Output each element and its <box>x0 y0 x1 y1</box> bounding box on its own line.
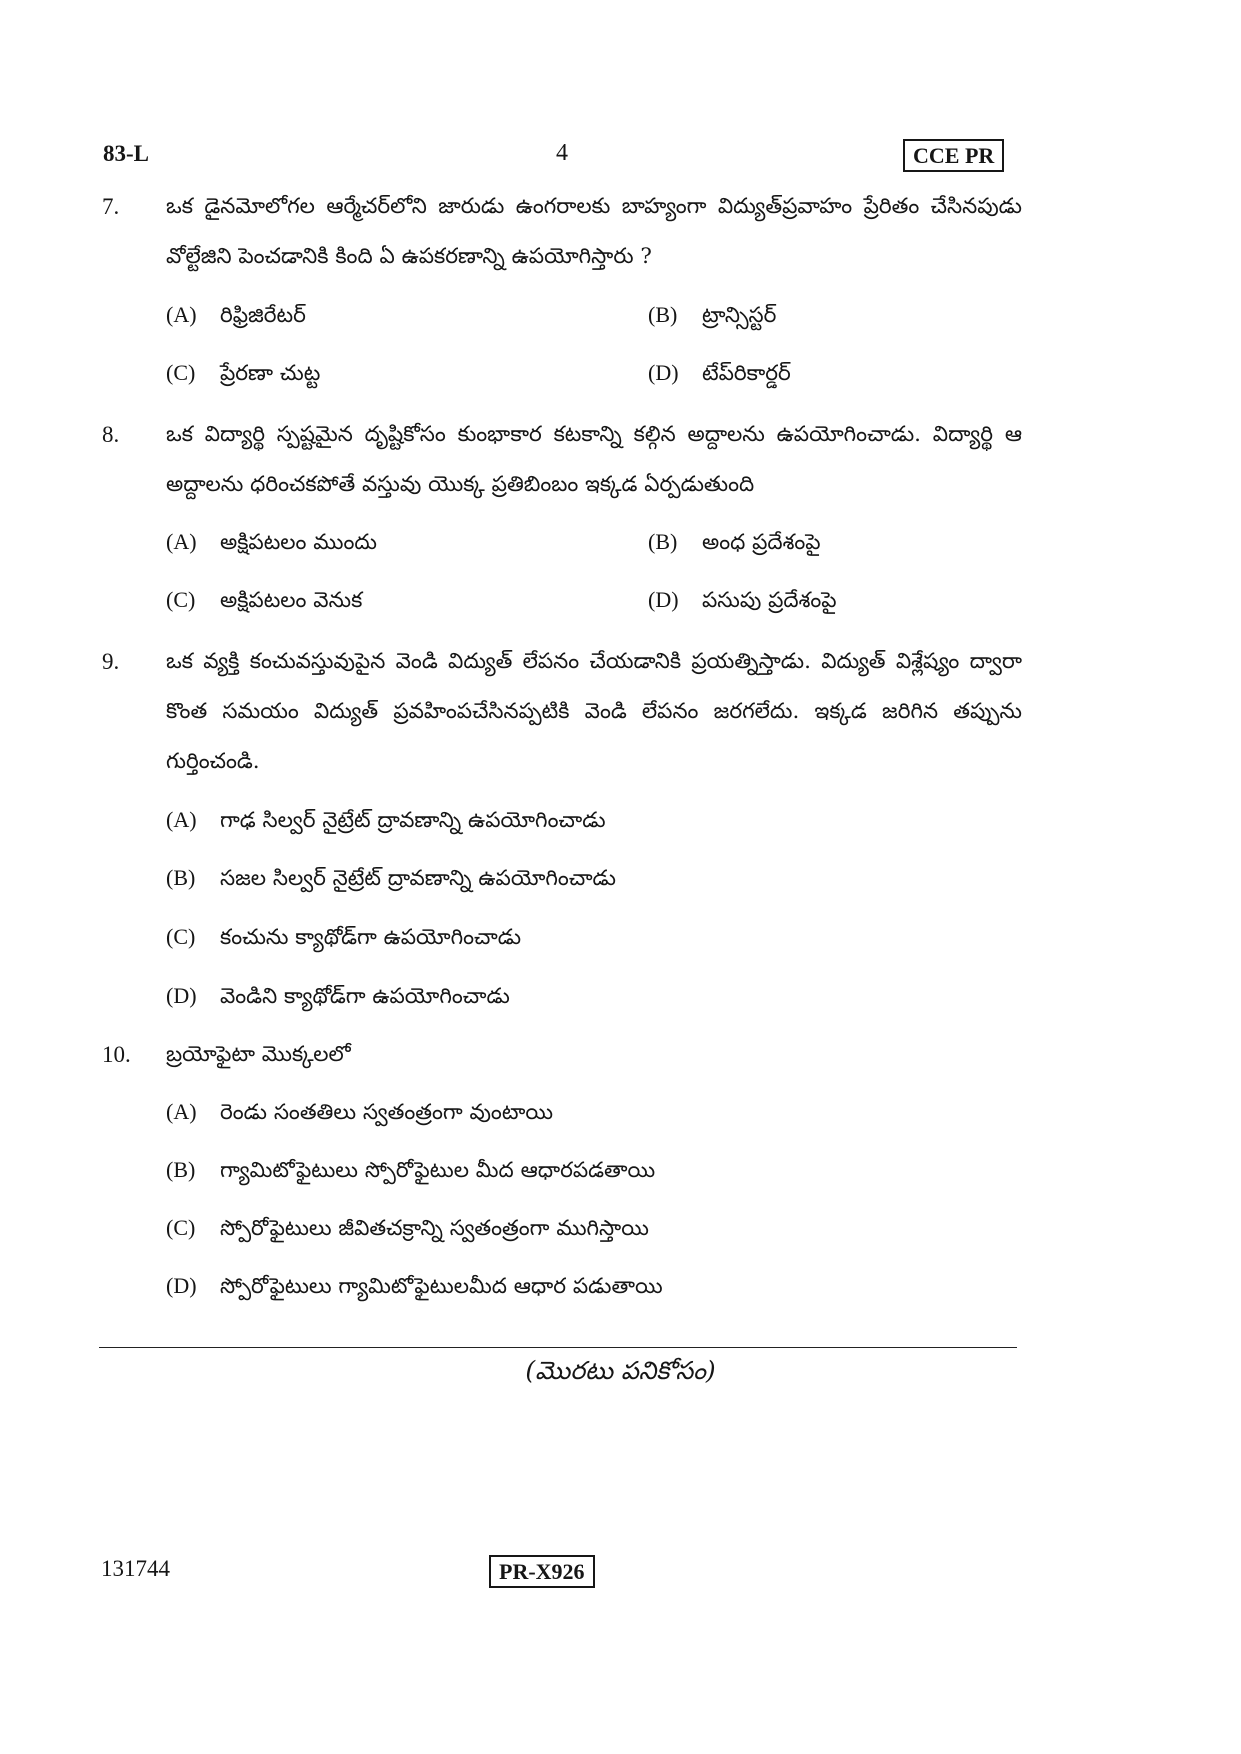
option-text: రిఫ్రిజిరేటర్ <box>220 303 306 328</box>
serial-number: 131744 <box>101 1556 170 1581</box>
option-7c <box>166 360 320 391</box>
option-text: కంచును క్యాథోడ్‌గా ఉపయోగించాడు <box>220 925 522 950</box>
option-label: (A) <box>166 302 197 327</box>
rough-work-note: (మొరటు పనికోసం) <box>525 1356 716 1385</box>
option-label: (B) <box>648 529 678 554</box>
option-9c <box>166 924 521 955</box>
option-8b <box>648 529 821 560</box>
option-text: పసుపు ప్రదేశంపై <box>702 588 837 613</box>
option-label: (D) <box>166 983 197 1008</box>
option-7d <box>648 360 791 391</box>
option-8c <box>166 587 362 618</box>
option-label: (A) <box>166 807 197 832</box>
option-label: (D) <box>648 360 679 385</box>
cce-pr-badge: CCE PR <box>903 139 1004 172</box>
option-10b <box>166 1157 655 1188</box>
option-text: స్పోరోఫైటులు గ్యామిటోఫైటులమీద ఆధార పడుతాయి <box>220 1274 663 1299</box>
option-text: వెండిని క్యాథోడ్‌గా ఉపయోగించాడు <box>220 984 510 1009</box>
option-text: గ్యామిటోఫైటులు స్పోరోఫైటుల మీద ఆధారపడతాయి <box>220 1158 656 1183</box>
question-text: ఒక వ్యక్తి కంచువస్తువుపైన వెండి విద్యుత్ లేపనం చేయడానికి ప్రయత్నిస్తాడు. విద్యుత్ విశ్లేష్యం ద్వారా కొంత సమయం విద్యుత్ ప్రవహింపచేసినప్పటికి వెండి లేపనం జరగలేదు. ఇక్కడ జరిగిన తప్పును గుర్తించండి. <box>166 649 1022 774</box>
option-text: రెండు సంతతిలు స్వతంత్రంగా వుంటాయి <box>220 1100 553 1125</box>
option-text: స్పోరోఫైటులు జీవితచక్రాన్ని స్వతంత్రంగా ముగిస్తాయి <box>220 1216 649 1241</box>
divider-line <box>99 1347 1017 1348</box>
option-label: (B) <box>648 302 678 327</box>
option-label: (C) <box>166 360 196 385</box>
page-number: 4 <box>556 140 568 166</box>
option-text: సజల సిల్వర్ నైట్రేట్ ద్రావణాన్ని ఉపయోగించాడు <box>220 866 616 891</box>
option-label: (D) <box>166 1273 197 1298</box>
option-label: (A) <box>166 529 197 554</box>
option-text: గాఢ సిల్వర్ నైట్రేట్ ద్రావణాన్ని ఉపయోగించాడు <box>220 808 606 833</box>
option-7a <box>166 302 306 333</box>
question-text: ఒక డైనమోలోగల ఆర్మేచర్‌లోని జారుడు ఉంగరాలకు బాహ్యంగా విద్యుత్‌ప్రవాహం ప్రేరితం చేసినపుడు వోల్టేజిని పెంచడానికి కింది ఏ ఉపకరణాన్ని ఉపయోగిస్తారు ? <box>166 194 1022 269</box>
option-10c <box>166 1215 649 1246</box>
option-8a <box>166 529 377 560</box>
option-text: అక్షిపటలం ముందు <box>220 530 377 555</box>
option-text: ప్రేరణా చుట్ట <box>220 361 321 386</box>
option-label: (C) <box>166 1215 196 1240</box>
option-label: (A) <box>166 1099 197 1124</box>
option-8d <box>648 587 837 618</box>
option-9a <box>166 807 606 838</box>
option-label: (D) <box>648 587 679 612</box>
option-text: అంధ ప్రదేశంపై <box>702 530 821 555</box>
option-label: (B) <box>166 865 196 890</box>
question-number: 9. <box>102 649 120 674</box>
option-7b <box>648 302 776 333</box>
option-label: (C) <box>166 587 196 612</box>
option-9b <box>166 865 616 896</box>
option-text: ట్రాన్సిస్టర్ <box>702 303 777 328</box>
option-10d <box>166 1273 663 1304</box>
option-label: (C) <box>166 924 196 949</box>
question-text: బ్రయోఫైటా మొక్కలలో <box>166 1042 351 1067</box>
option-text: టేప్‌రికార్డర్ <box>702 361 791 386</box>
option-label: (B) <box>166 1157 196 1182</box>
paper-code: 83-L <box>103 141 149 166</box>
question-number: 7. <box>102 194 120 219</box>
question-text: ఒక విద్యార్థి స్పష్టమైన దృష్టికోసం కుంభాకార కటకాన్ని కల్గిన అద్దాలను ఉపయోగించాడు. విద్యార్థి ఆ అద్దాలను ధరించకపోతే వస్తువు యొక్క ప్రతిబింబం ఇక్కడ ఏర్పడుతుంది <box>166 422 1022 497</box>
question-number: 10. <box>102 1042 131 1067</box>
option-text: అక్షిపటలం వెనుక <box>220 588 363 613</box>
option-10a <box>166 1099 553 1130</box>
option-9d <box>166 983 510 1014</box>
question-number: 8. <box>102 422 120 447</box>
paper-code-box: PR-X926 <box>489 1555 595 1588</box>
